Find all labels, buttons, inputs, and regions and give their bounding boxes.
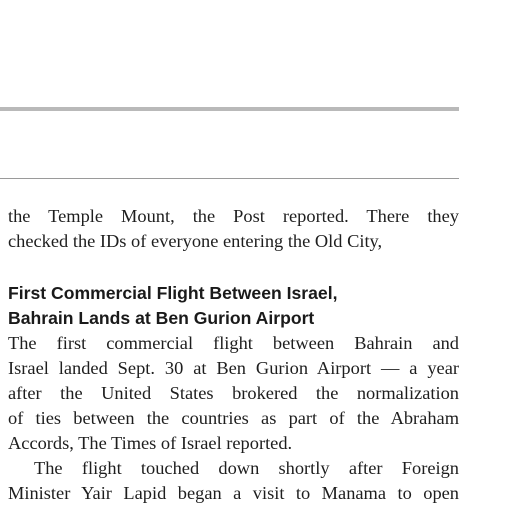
headline-line: Bahrain Lands at Ben Gurion Airport bbox=[8, 308, 315, 328]
story-paragraph-1 bbox=[8, 331, 459, 456]
body-line: after the United States brokered the normalization bbox=[8, 383, 459, 403]
body-line: The flight touched down shortly after Foreign bbox=[34, 458, 459, 478]
body-line: The first commercial flight between Bahrain and bbox=[8, 333, 459, 353]
story-headline bbox=[8, 281, 459, 331]
body-line: the Temple Mount, the Post reported. There they bbox=[8, 206, 459, 226]
story-paragraph-2 bbox=[8, 456, 459, 506]
section-divider-thick bbox=[0, 107, 459, 111]
body-line: Israel landed Sept. 30 at Ben Gurion Airport — a year bbox=[8, 358, 459, 378]
body-line: Accords, The Times of Israel reported. bbox=[8, 433, 293, 453]
body-line: checked the IDs of everyone entering the Old City, bbox=[8, 231, 383, 251]
body-line: of ties between the countries as part of the Abraham bbox=[8, 408, 459, 428]
headline-line: First Commercial Flight Between Israel, bbox=[8, 283, 338, 303]
section-divider-thin bbox=[0, 178, 459, 179]
previous-article-tail bbox=[8, 204, 459, 254]
article-column bbox=[8, 204, 459, 506]
body-line: Minister Yair Lapid began a visit to Manama to open bbox=[8, 483, 459, 503]
